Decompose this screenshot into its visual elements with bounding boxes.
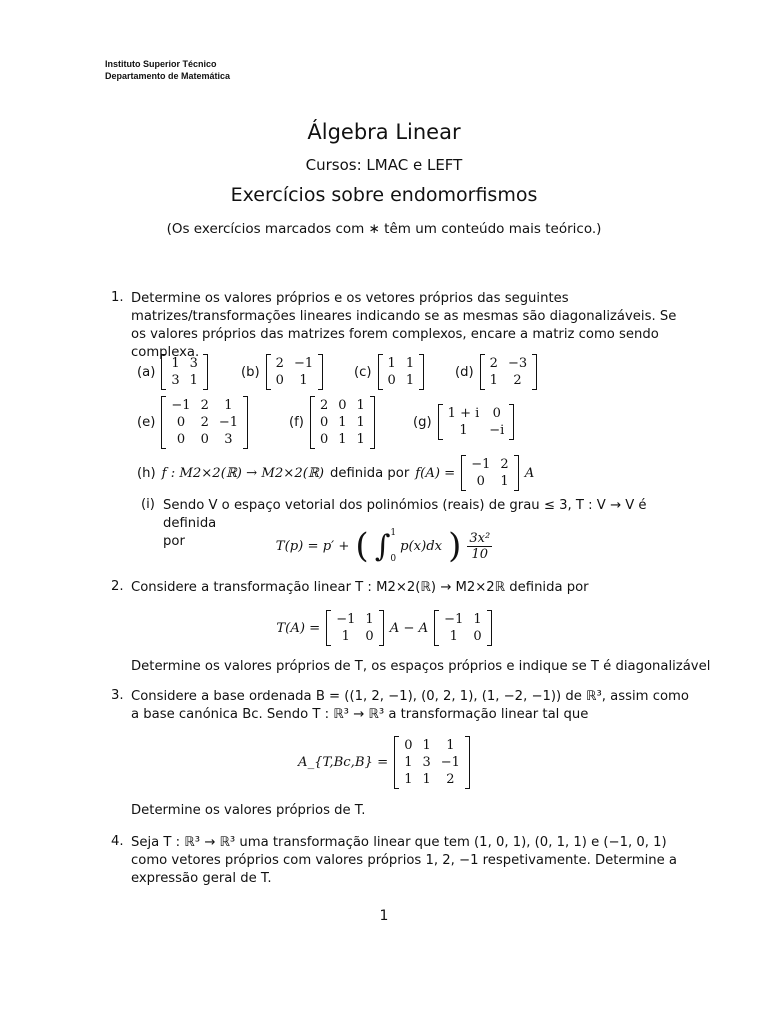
courses-line: Cursos: LMAC e LEFT: [305, 156, 463, 174]
matrix-right-bracket: [419, 354, 424, 390]
matrix-entry: −1: [293, 356, 314, 371]
exercise-4-number: 4.: [111, 834, 124, 849]
exercise-1-item-h: [137, 455, 534, 491]
matrix-right-bracket: [514, 455, 519, 491]
item-matrix: [480, 354, 537, 390]
matrix-entry: −1: [444, 612, 464, 627]
exercise-3-formula: [0, 736, 768, 789]
matrix-entry: −1: [440, 755, 460, 770]
matrix-entries: [485, 354, 532, 390]
matrix-right-bracket: [370, 396, 375, 449]
item-label: (e): [137, 415, 156, 430]
matrix-entry: 2: [275, 356, 284, 371]
exercise-1-item: [455, 354, 537, 390]
matrix-entries: [271, 354, 318, 390]
matrix-entry: 1: [338, 432, 347, 447]
item-matrix: [266, 354, 323, 390]
matrix-entry: 1 + i: [447, 406, 480, 421]
matrix-entries: [331, 610, 378, 646]
matrix-entry: 0: [200, 432, 209, 447]
matrix-entry: 1: [405, 356, 415, 371]
matrix-entry: 1: [446, 738, 455, 753]
matrix-entry: 0: [275, 373, 284, 388]
matrix-entry: 1: [356, 398, 365, 413]
exercise-1-item: [354, 354, 424, 390]
matrix-entry: 0: [319, 432, 329, 447]
institute-name: Instituto Superior Técnico: [105, 59, 217, 69]
item-label: (b): [241, 364, 260, 380]
matrix-entry: 1: [404, 755, 413, 770]
matrix-entry: 0: [176, 432, 186, 447]
item-label: (g): [413, 414, 432, 430]
matrix-entry: 3: [422, 755, 431, 770]
exercise-3-number: 3.: [111, 688, 124, 703]
matrix-entry: −1: [471, 457, 491, 472]
matrix-entry: 0: [404, 738, 413, 753]
matrix-entry: 2: [489, 356, 498, 371]
matrix-entry: 0: [476, 474, 485, 489]
matrix-entry: 2: [500, 457, 509, 472]
matrix-entry: 1: [356, 432, 365, 447]
ex2-matrix-right: [434, 610, 491, 646]
matrix-entry: 1: [365, 612, 374, 627]
exercise-1-number: 1.: [111, 290, 124, 305]
matrix-entry: 1: [404, 772, 413, 787]
exercise-3-text-a: Considere a base ordenada B = ((1, 2, −1), (0, 2, 1), (1, −2, −1)) de ℝ³, assim como a base canónica Bc. Sendo T : ℝ³ → ℝ³ a transformação linear tal que: [131, 689, 689, 722]
exercise-1-item: [289, 396, 375, 449]
matrix-entry: −1: [171, 398, 191, 413]
matrix-entries: [315, 396, 370, 449]
matrix-right-bracket: [509, 404, 514, 440]
exercise-1-item: [241, 354, 323, 390]
matrix-entries: [399, 736, 465, 789]
item-h-fa: f(A) =: [415, 465, 456, 481]
item-label: (c): [354, 364, 372, 380]
matrix-entry: −3: [507, 356, 528, 371]
matrix-entry: 2: [513, 373, 522, 388]
ex2-matrix-left: [326, 610, 383, 646]
matrix-entry: 0: [365, 629, 374, 644]
fraction-denominator: 10: [471, 546, 489, 562]
matrix-entry: 1: [489, 373, 498, 388]
matrix-entry: 2: [319, 398, 329, 413]
item-matrix: [310, 396, 375, 449]
item-i-text-line1: Sendo V o espaço vetorial dos polinómios (reais) de grau ≤ 3, T : V → V é definida: [163, 498, 647, 531]
ex3-lhs: A_{T,Bc,B} =: [298, 755, 389, 770]
item-i-label: (i): [141, 497, 155, 512]
ex2-lhs: T(A) =: [276, 620, 321, 636]
integral: [375, 528, 442, 564]
matrix-entry: 0: [319, 415, 329, 430]
matrix-entry: 1: [459, 423, 468, 438]
matrix-entries: [443, 404, 510, 440]
matrix-entry: 1: [500, 474, 509, 489]
matrix-entry: 2: [200, 398, 209, 413]
matrix-entry: 1: [422, 772, 431, 787]
matrix-entry: −1: [336, 612, 356, 627]
integral-limits: [390, 528, 396, 564]
item-i-formula: [0, 528, 768, 564]
matrix-entry: −i: [489, 423, 505, 438]
integral-upper: 1: [390, 528, 397, 538]
matrix-entry: 1: [299, 373, 308, 388]
exercise-2-formula: [0, 610, 768, 646]
matrix-entry: 1: [224, 398, 233, 413]
item-h-label: (h): [137, 465, 156, 481]
matrix-entries: [166, 354, 203, 390]
item-matrix: [161, 396, 248, 449]
matrix-right-bracket: [379, 610, 384, 646]
matrix-right-bracket: [465, 736, 470, 789]
item-matrix: [438, 404, 515, 440]
right-paren: ): [448, 526, 462, 566]
header: [105, 58, 230, 82]
matrix-entry: 2: [446, 772, 455, 787]
exercise-2-text-b: Determine os valores próprios de T, os espaços próprios e indique se T é diagonalizável: [131, 659, 711, 674]
matrix-entry: 3: [189, 356, 198, 371]
matrix-right-bracket: [203, 354, 208, 390]
matrix-entry: 1: [422, 738, 431, 753]
exercise-4-text: Seja T : ℝ³ → ℝ³ uma transformação linear que tem (1, 0, 1), (0, 1, 1) e (−1, 0, 1) como vetores próprios com valores próprios 1, 2, −1 respetivamente. Determine a expressão geral de T.: [131, 835, 677, 886]
matrix-right-bracket: [243, 396, 248, 449]
exercise-1-item: [413, 404, 514, 440]
matrix-right-bracket: [532, 354, 537, 390]
matrix-entry: 1: [405, 373, 415, 388]
item-h-mid: definida por: [329, 465, 410, 481]
exercise-1-item: [137, 396, 248, 449]
item-h-map: f : M2×2(ℝ) → M2×2(ℝ): [161, 465, 324, 481]
matrix-entry: 3: [224, 432, 233, 447]
integral-sign: ∫: [374, 528, 391, 564]
matrix-entry: 1: [449, 629, 458, 644]
item-label: (a): [137, 364, 156, 380]
fraction: [467, 531, 492, 562]
matrix-entry: 0: [176, 415, 186, 430]
matrix-right-bracket: [318, 354, 323, 390]
matrix-entries: [439, 610, 486, 646]
item-label: (d): [455, 364, 474, 380]
theory-note: (Os exercícios marcados com ∗ têm um conteúdo mais teórico.): [166, 221, 602, 237]
matrix-entry: 0: [492, 406, 501, 421]
matrix-entry: 0: [473, 629, 482, 644]
matrix-entry: 0: [387, 373, 396, 388]
matrix-entry: −1: [218, 415, 239, 430]
matrix-entries: [383, 354, 420, 390]
left-paren: (: [355, 526, 369, 566]
matrix-entry: 1: [356, 415, 365, 430]
matrix-entry: 1: [338, 415, 347, 430]
matrix-entry: 1: [473, 612, 482, 627]
integral-lower: 0: [390, 554, 397, 564]
item-i-text-line2: por: [163, 534, 185, 549]
matrix-entry: 1: [171, 356, 180, 371]
fraction-numerator: 3x²: [469, 530, 491, 546]
department-name: Departamento de Matemática: [105, 71, 231, 81]
item-matrix: [378, 354, 425, 390]
page-title: Álgebra Linear: [307, 120, 461, 144]
exercise-3-text-b: Determine os valores próprios de T.: [131, 803, 366, 818]
integrand: p(x)dx: [400, 538, 443, 554]
page-number: 1: [379, 908, 389, 924]
item-matrix: [161, 354, 208, 390]
matrix-entry: 3: [171, 373, 180, 388]
exercise-2-text-a: Considere a transformação linear T : M2×2(ℝ) → M2×2ℝ definida por: [131, 580, 589, 595]
ex3-matrix: [394, 736, 470, 789]
item-h-tail: A: [524, 465, 535, 481]
sheet-subtitle: Exercícios sobre endomorfismos: [230, 184, 538, 206]
exercise-1-item: [137, 354, 208, 390]
exercise-2-number: 2.: [111, 579, 124, 594]
matrix-entry: 2: [200, 415, 209, 430]
matrix-entries: [166, 396, 243, 449]
matrix-entry: 1: [387, 356, 396, 371]
item-h-matrix: [461, 455, 518, 491]
matrix-entries: [466, 455, 513, 491]
matrix-right-bracket: [487, 610, 492, 646]
ex2-mid: A − A: [389, 620, 429, 636]
matrix-entry: 1: [189, 373, 198, 388]
item-label: (f): [289, 415, 304, 430]
exercise-1-text: Determine os valores próprios e os vetores próprios das seguintes matrizes/transformações lineares indicando se as mesmas são diagonalizáveis. Se os valores próprios das matrizes forem complexos, encare a matriz como sendo complexa.: [131, 291, 677, 360]
matrix-entry: 0: [338, 398, 347, 413]
matrix-entry: 1: [341, 629, 350, 644]
formula-lhs: T(p) = p′ +: [275, 538, 350, 554]
